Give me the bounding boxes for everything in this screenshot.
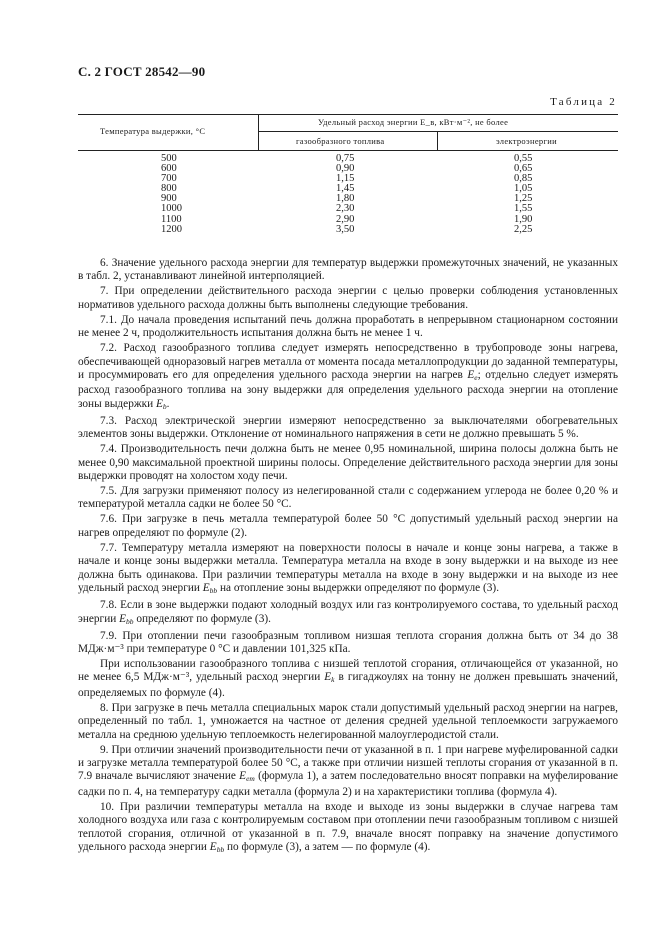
table-cell: 0,85 [514, 173, 533, 185]
page-header: С. 2 ГОСТ 28542—90 [78, 64, 206, 79]
table-cell: 1,15 [336, 173, 355, 185]
table-caption: Таблица 2 [550, 96, 617, 108]
table-cell: 2,25 [514, 223, 533, 235]
paragraph-7-9-b: При использовании газообразного топлива с низшей теплотой сгорания, отличающейся от указанной, но не менее 6,5 МДж·м⁻³, удельный расход энергии $E_k$ в гигаджоулях на тонну не должен превышать значений, определяемых по формуле (4). [78, 657, 618, 699]
paragraph-7-3: 7.3. Расход электрической энергии измеряют непосредственно за выключателями обогревательных элементов зоны выдержки. Отклонение от номинального напряжения в сети не должно превышать 5 %. [78, 414, 618, 441]
table-cell: 0,75 [336, 153, 355, 164]
table-cell: 1100 [161, 213, 182, 225]
paragraph-10: 10. При различии температуры металла на входе и выходе из зоны выдержки в случае нагрева там холодного воздуха или газа с контролируемым составом при отоплении печи газообразным топливом с низшей теплотой сгорания, отличной от указанной в п. 7.9, вначале вносят поправку на значение допустимого удельного расхода энергии $E_{bb}$ по формуле (3), а затем — по формуле (4). [78, 800, 618, 854]
table-cell: 900 [161, 193, 177, 205]
paragraph-9: 9. При отличии значений производительности печи от указанной в п. 1 при нагреве муфелированной садки и загрузке металла температурой более 50 °С, а также при отличии низшей теплоты сгорания от указанной в п. 7.9 вначале вычисляют значение $E_{em}$ (формула 1), а затем последовательно вносят поправки на муфелирование садки по п. 4, на температуру садки металла (формула 2) и на характеристики топлива (формула 4). [78, 743, 618, 798]
paragraph-7-7: 7.7. Температуру металла измеряют на поверхности полосы в начале и конце зоны нагрева, а также в начале и конце зоны выдержки металла. Температура металла на входе в зону выдержки и на выходе из нее должна быть одинакова. При различии температуры металла на входе в зону выдержки и на выходе из нее удельный расход энергии $E_{bb}$ на отопление зоны выдержки определяют по формуле (3). [78, 541, 618, 596]
paragraph-7-2: 7.2. Расход газообразного топлива следует измерять непосредственно в трубопроводе зоны нагрева, обеспечивающей одноразовый нагрев металла от момента посада металлопродукции до заданной температуры, и просуммировать его для определения удельного расхода энергии на нагрев $E_e$; отдельно следует измерять расход газообразного топлива на зону выдержки для определения удельного расхода энергии на отопление зоны выдержки $E_b$. [78, 342, 618, 411]
table-rule-bottom [78, 150, 618, 151]
table-cell: 1,25 [514, 193, 533, 205]
paragraph-7-4: 7.4. Производительность печи должна быть не менее 0,95 номинальной, ширина полосы должна быть не менее 0,90 максимальной проектной ширины полосы. Определение действительного расхода энергии для зоны выдержки проводят на холостом ходу печи. [78, 443, 618, 483]
table-cell: 0,55 [514, 153, 533, 164]
table-header-energy: Удельный расход энергии E_в, кВт·м⁻², не более [318, 117, 509, 127]
paragraph-7-9: 7.9. При отоплении печи газообразным топливом низшая теплота сгорания должна быть от 34 до 38 МДж·м⁻³ при температуре 0 °С и давлении 101,325 кПа. [78, 629, 618, 655]
table-cell: 600 [161, 163, 177, 175]
table-cell: 1,80 [336, 193, 355, 205]
table-cell: 800 [161, 183, 177, 195]
table-header-electric: электроэнергии [496, 136, 557, 146]
paragraph-7: 7. При определении действительного расхода энергии с целью проверки соблюдения установленных нормативов удельного расхода должны быть выполнены следующие требования. [78, 285, 618, 311]
table-cell: 3,50 [336, 223, 355, 235]
table-divider-2 [437, 131, 438, 150]
paragraph-7-8: 7.8. Если в зоне выдержки подают холодный воздух или газ контролируемого состава, то удельный расход энергии $E_{bb}$ определяют по формуле (3). [78, 599, 618, 626]
paragraph-6: 6. Значение удельного расхода энергии для температур выдержки промежуточных значений, не указанных в табл. 2, устанавливают линейной интерполяцией. [78, 257, 618, 283]
table-header-gas: газообразного топлива [296, 136, 385, 146]
table-cell: 1,45 [336, 183, 355, 195]
paragraph-7-6: 7.6. При загрузке в печь металла температурой более 50 °С допустимый удельный расход энергии на нагрев определяют по формуле (2). [78, 513, 618, 539]
table-cell: 700 [161, 173, 177, 185]
table-column-electric [514, 154, 532, 235]
table-cell: 2,90 [336, 213, 355, 225]
table-cell: 1,55 [514, 203, 533, 215]
body-text [78, 257, 618, 856]
table-cell: 1000 [161, 203, 182, 215]
paragraph-7-5: 7.5. Для загрузки применяют полосу из нелегированной стали с содержанием углерода не более 0,20 % и температурой металла садки не более 50 °С. [78, 485, 618, 511]
table-rule-top [78, 114, 618, 115]
table-cell: 500 [161, 153, 177, 164]
table-cell: 1,05 [514, 183, 533, 195]
table-column-gas [336, 154, 354, 235]
table-divider-1 [258, 114, 259, 150]
table-cell: 0,65 [514, 163, 533, 175]
table-cell: 1,90 [514, 213, 533, 225]
paragraph-7-1: 7.1. До начала проведения испытаний печь должна проработать в непрерывном стационарном состоянии не менее 2 ч, продолжительность испытания должна быть не менее 1 ч. [78, 313, 618, 340]
table-column-temperature [161, 154, 182, 235]
paragraph-8: 8. При загрузке в печь металла специальных марок стали допустимый удельный расход энергии на нагрев, определенный по табл. 1, умножается на частное от деления средней удельной теплоемкости загружаемого металла на среднюю удельную теплоемкость нелегированной малоуглеродистой стали. [78, 701, 618, 741]
table-cell: 2,30 [336, 203, 355, 215]
table-cell: 1200 [161, 223, 182, 235]
table-rule-mid [258, 131, 618, 132]
table-cell: 0,90 [336, 163, 355, 175]
table-header-temperature: Температура выдержки, °С [100, 126, 206, 136]
